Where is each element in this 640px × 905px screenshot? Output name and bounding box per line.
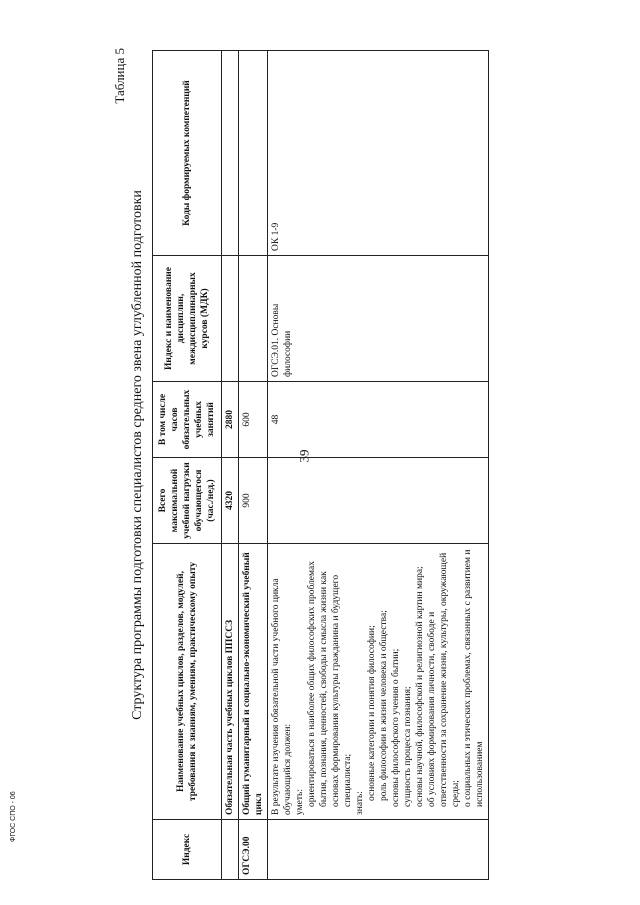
header-max-load: Всего максимальной учебной нагрузки обучающегося (час./нед.) (153, 458, 222, 544)
header-discipline: Индекс и наименование дисциплин, междисциплинарных курсов (МДК) (153, 256, 222, 382)
can-label: уметь: (295, 789, 305, 815)
table-row-philosophy (268, 51, 489, 880)
cell-competence-codes: ОК 1-9 (268, 51, 489, 256)
cell-ogse-name: Общий гуманитарный и социально-экономический учебный цикл (239, 544, 268, 820)
header-codes: Коды формируемых компетенций (153, 51, 222, 256)
header-index: Индекс (153, 820, 222, 880)
cell-ogse-hours: 600 (239, 382, 268, 458)
header-mandatory: В том числе часов обязательных учебных занятий (153, 382, 222, 458)
table-row-ogse (239, 51, 268, 880)
know-item: сущность процесса познания; (403, 686, 413, 807)
cell-empty (268, 820, 489, 880)
footer-code: ФГОС СПО - 06 (10, 791, 17, 842)
requirements-intro: В результате изучения обязательной части учебного цикла обучающийся должен: (271, 578, 293, 815)
know-item: основы научной, философской и религиозной картин мира; (415, 566, 425, 807)
curriculum-table (152, 50, 489, 880)
know-item: об условиях формирования личности, свободе и ответственности за сохранение жизни, культуры, окружающей среды; (427, 552, 461, 807)
cell-empty (239, 51, 268, 256)
know-item: основные категории и понятия философии; (367, 625, 377, 801)
table-label: Таблица 5 (112, 48, 127, 104)
know-item: о социальных и этических проблемах, связанных с развитием и использованием (463, 549, 485, 807)
cell-philosophy-hours: 48 (268, 382, 489, 458)
know-label: знать: (355, 791, 365, 815)
header-name: Наименование учебных циклов, разделов, модулей, требования к знаниям, умениям, практическому опыту (153, 544, 222, 820)
cell-empty (222, 820, 239, 880)
cell-mandatory-max-load: 4320 (222, 458, 239, 544)
document-title: Структура программы подготовки специалистов среднего звена углубленной подготовки (130, 190, 145, 720)
table-row-mandatory-part (222, 51, 239, 880)
know-item: роль философии в жизни человека и общества; (379, 610, 389, 801)
cell-empty (222, 51, 239, 256)
header-row (153, 51, 222, 880)
cell-empty (268, 458, 489, 544)
cell-empty (239, 256, 268, 382)
cell-discipline-name: ОГСЭ.01. Основы философии (268, 256, 489, 382)
cell-mandatory-part-name: Обязательная часть учебных циклов ППССЗ (222, 544, 239, 820)
can-item: ориентироваться в наиболее общих философских проблемах бытия, познания, ценностей, свободы и смысла жизни как основах формирования культуры гражданина и будущего специалиста; (307, 561, 353, 807)
cell-mandatory-hours: 2880 (222, 382, 239, 458)
rotated-content (112, 30, 602, 880)
cell-empty (222, 256, 239, 382)
cell-requirements (268, 544, 489, 820)
know-item: основы философского учения о бытии; (391, 648, 401, 807)
cell-ogse-index: ОГСЭ.00 (239, 820, 268, 880)
cell-ogse-max-load: 900 (239, 458, 268, 544)
page-number: 39 (296, 449, 312, 463)
